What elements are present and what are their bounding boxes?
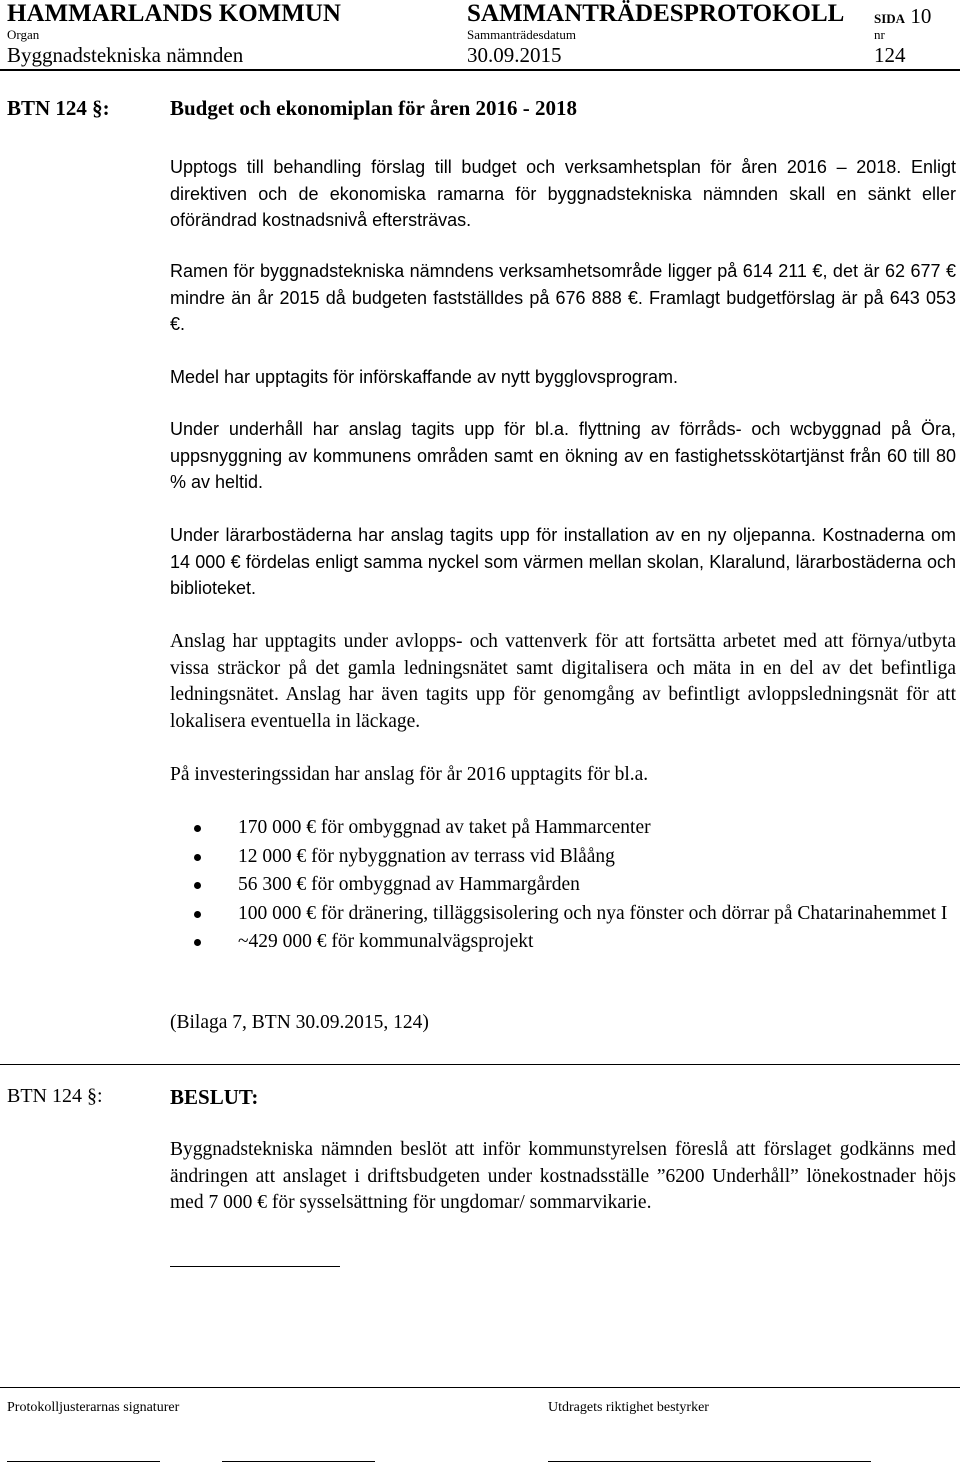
date-label: Sammanträdesdatum xyxy=(467,27,577,42)
certified-signature-line[interactable] xyxy=(548,1461,871,1462)
decision-heading: BESLUT: xyxy=(170,1085,259,1109)
paragraph-sewage: Anslag har upptagits under avlopps- och vattenverk för att fortsätta arbetet med att förnya/utbyta vissa sträckor på det gamla ledningsnätet samt digitalisera och mäta in en del av det befintliga ledningsnätet. Anslag har även tagits upp för genomgång av befintligt avloppsledningsnät för att lokalisera eventuella in läckage. xyxy=(170,631,956,732)
attachment-reference: (Bilaga 7, BTN 30.09.2015, 124) xyxy=(170,1012,429,1033)
organ-label: Organ xyxy=(7,27,40,42)
investment-list xyxy=(194,815,956,958)
footer-divider xyxy=(0,1387,960,1388)
item-number: 124 xyxy=(874,43,906,67)
bullet-icon xyxy=(194,882,201,889)
end-of-decision-line xyxy=(170,1266,340,1267)
bullet-icon xyxy=(194,939,201,946)
page-label: SIDA xyxy=(874,11,906,26)
list-item xyxy=(194,901,956,928)
list-item xyxy=(194,815,956,842)
page-number: 10 xyxy=(910,4,932,28)
paragraph-intro: Upptogs till behandling förslag till budget och verksamhetsplan för åren 2016 – 2018. Enligt direktiven och de ekonomiska ramarna för byggnadstekniska nämnden skall en sänkt eller oförändrad kostnadsnivå eftersträvas. xyxy=(170,157,956,230)
page-indicator xyxy=(874,6,931,27)
list-item-text: 170 000 € för ombyggnad av taket på Hammarcenter xyxy=(238,817,651,838)
list-item xyxy=(194,872,956,899)
section-divider xyxy=(0,1064,960,1065)
paragraph-budget-frame: Ramen för byggnadstekniska nämndens verksamhetsområde ligger på 614 211 €, det är 62 677 € mindre än år 2015 då budgeten fastställdes på 676 888 €. Framlagt budgetförslag är på 643 053 €. xyxy=(170,261,956,334)
decision-ref: BTN 124 §: xyxy=(7,1085,103,1107)
bullet-icon xyxy=(194,854,201,861)
item-title: Budget och ekonomiplan för åren 2016 - 2018 xyxy=(170,96,577,120)
nr-label: nr xyxy=(874,27,885,42)
signature-line-2[interactable] xyxy=(222,1461,375,1462)
bullet-icon xyxy=(194,825,201,832)
certified-label: Utdragets riktighet bestyrker xyxy=(548,1400,709,1415)
decision-text: Byggnadstekniska nämnden beslöt att inför kommunstyrelsen föreslå att förslaget godkänns med ändringen att anslaget i driftsbudgeten under kostnadsställe ”6200 Underhåll” lönekostnader höjs med 7 000 € för sysselsättning för ungdomar/ sommarvikarie. xyxy=(170,1139,956,1213)
protocol-title: SAMMANTRÄDESPROTOKOLL xyxy=(467,0,845,27)
paragraph-investments-intro: På investeringssidan har anslag för år 2016 upptagits för bl.a. xyxy=(170,764,649,785)
paragraph-maintenance: Under underhåll har anslag tagits upp för bl.a. flyttning av förråds- och wcbyggnad på Öra, uppsnyggning av kommunens områden samt en ökning av en fastighetsskötartjänst från 60 till 80 % av heltid. xyxy=(170,419,956,492)
header-divider xyxy=(0,69,960,71)
list-item-text: 56 300 € för ombyggnad av Hammargården xyxy=(238,874,580,895)
organ-value: Byggnadstekniska nämnden xyxy=(7,43,244,67)
signature-line-1[interactable] xyxy=(7,1461,160,1462)
signatures-label: Protokolljusterarnas signaturer xyxy=(7,1400,180,1415)
list-item-text: 100 000 € för dränering, tilläggsisolering och nya fönster och dörrar på Chatarinahemmet I xyxy=(238,902,948,924)
paragraph-teacher-housing: Under lärarbostäderna har anslag tagits upp för installation av en ny oljepanna. Kostnaderna om 14 000 € fördelas enligt samma nyckel som värmen mellan skolan, Klaralund, lärarbostäderna och biblioteket. xyxy=(170,525,956,598)
list-item xyxy=(194,844,956,871)
bullet-icon xyxy=(194,911,201,918)
municipality-name: HAMMARLANDS KOMMUN xyxy=(7,0,341,27)
list-item xyxy=(194,929,956,956)
paragraph-software: Medel har upptagits för införskaffande av nytt bygglovsprogram. xyxy=(170,367,678,387)
meeting-date: 30.09.2015 xyxy=(467,43,562,67)
list-item-text: 12 000 € för nybyggnation av terrass vid Blåång xyxy=(238,845,615,867)
item-ref: BTN 124 §: xyxy=(7,96,110,120)
list-item-text: ~429 000 € för kommunalvägsprojekt xyxy=(238,931,534,952)
